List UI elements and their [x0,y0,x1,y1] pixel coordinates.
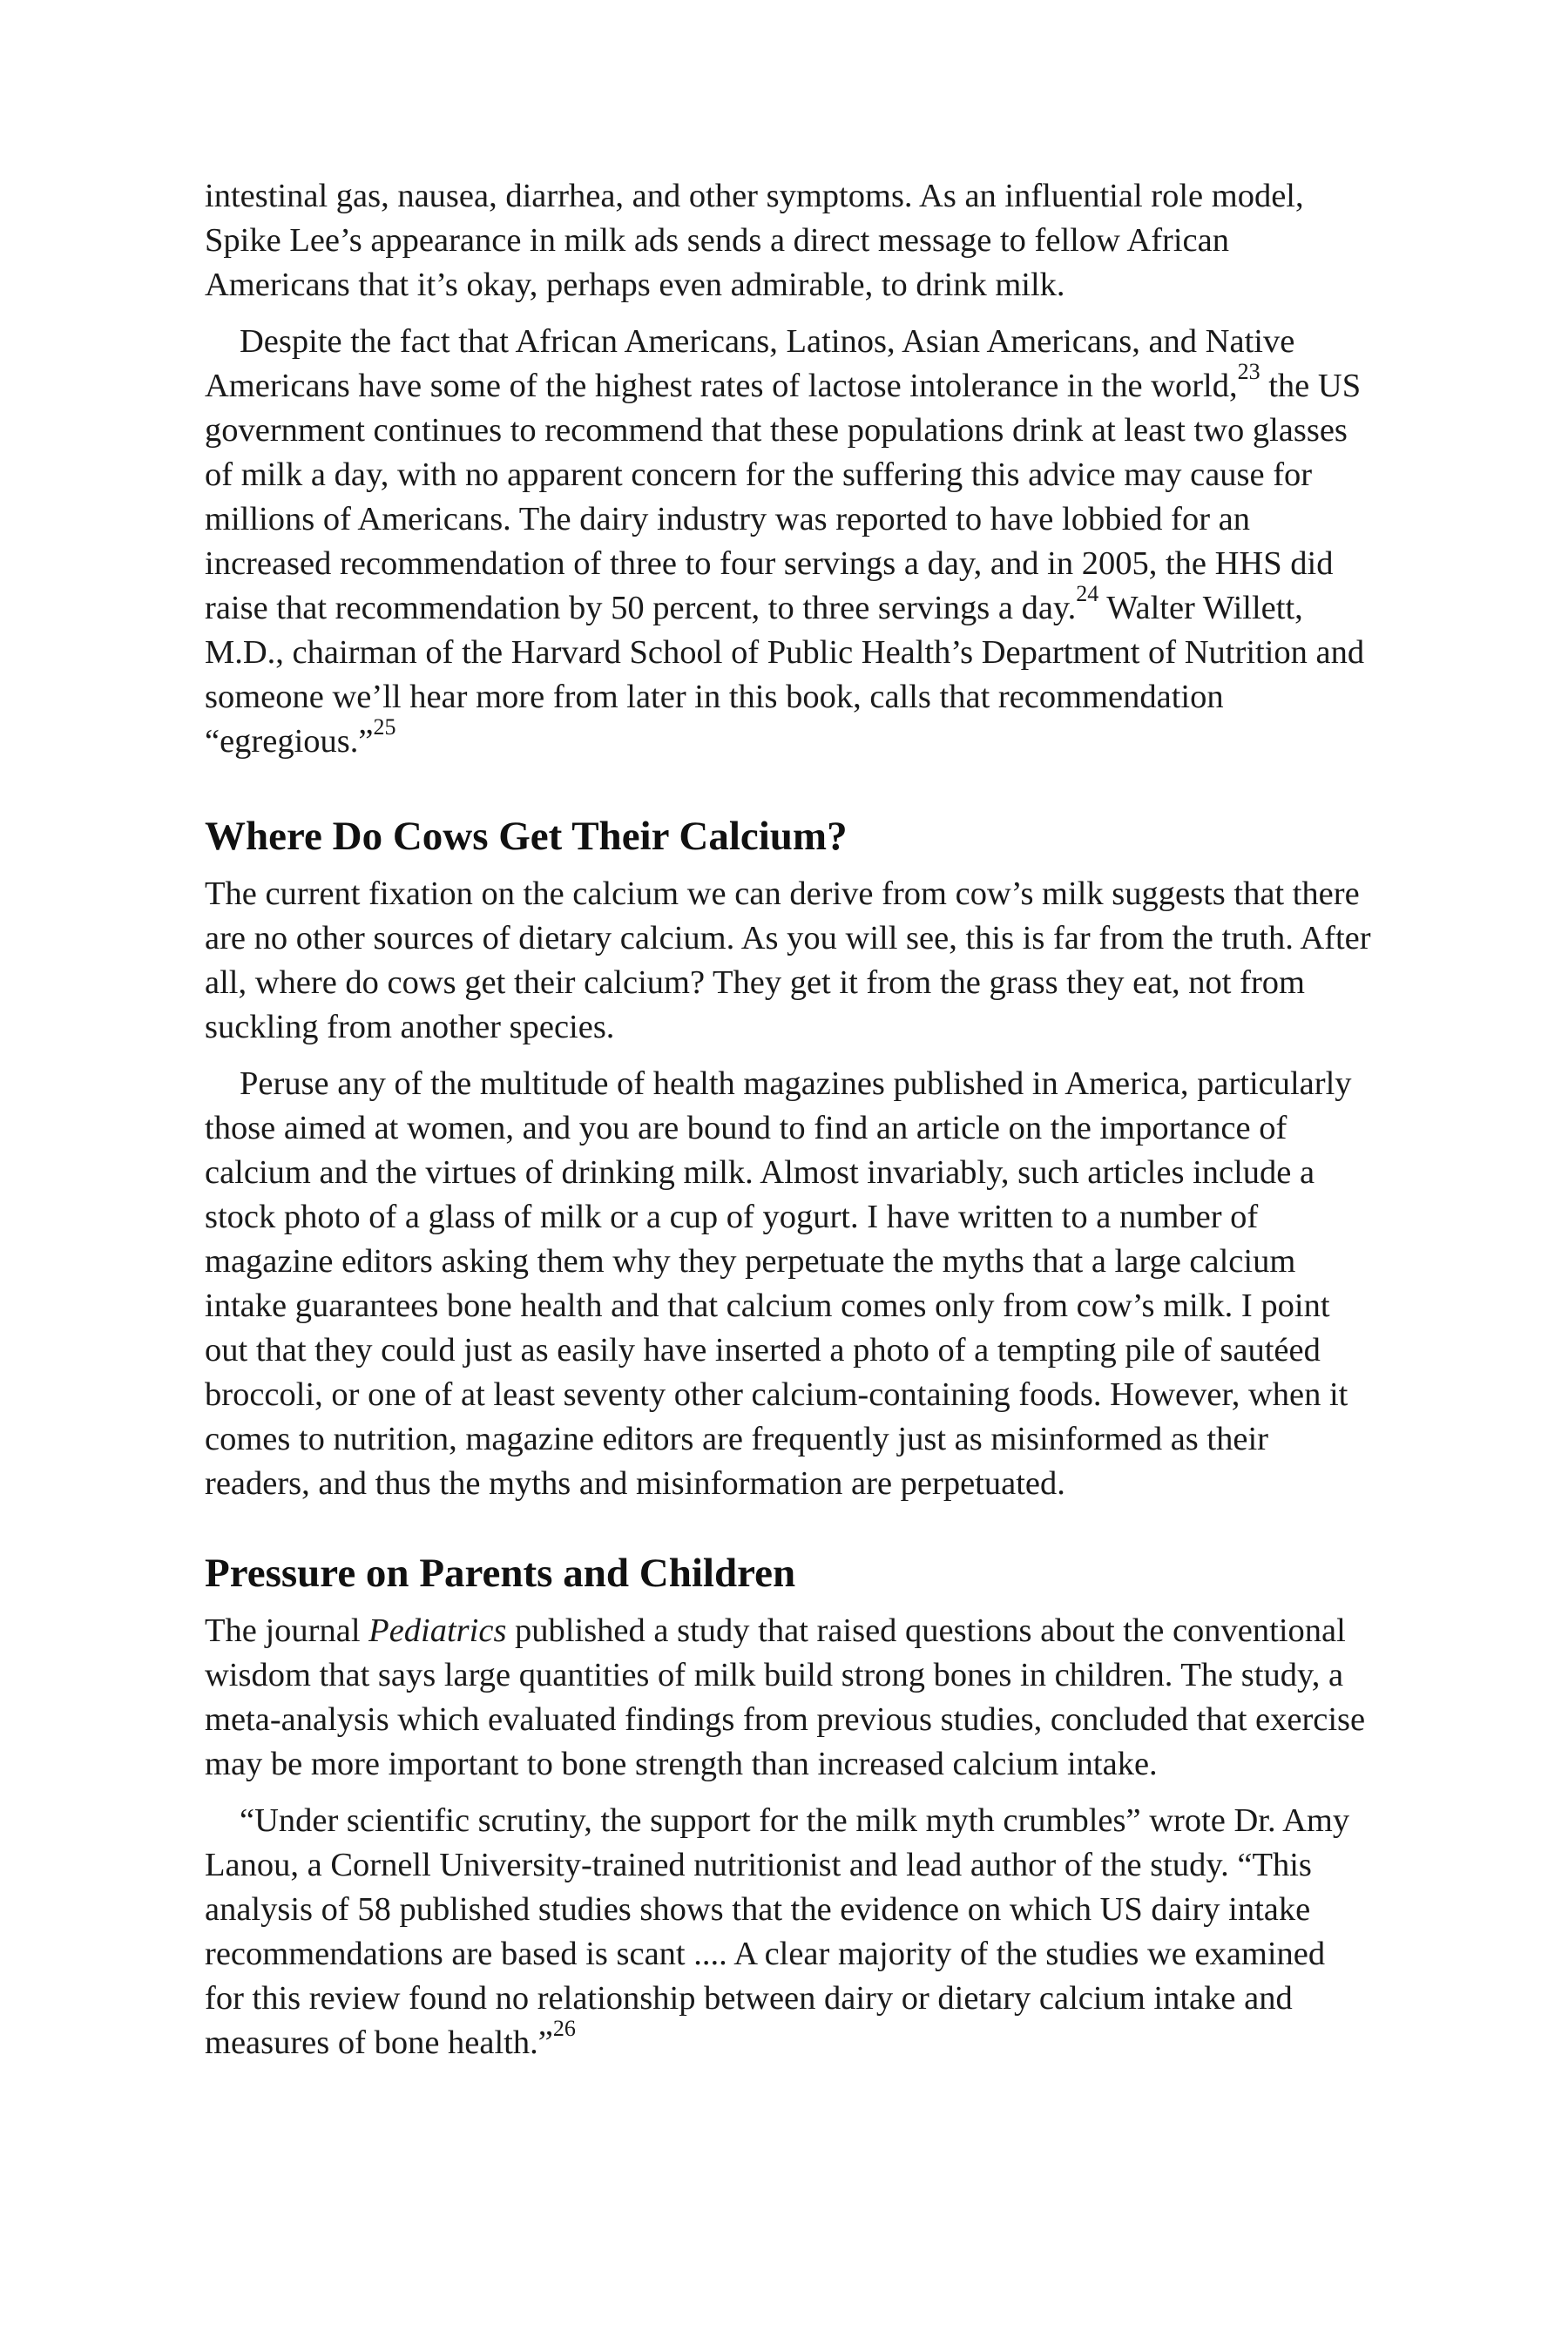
paragraph-lactose-intolerance [205,320,1372,764]
paragraph-text: “Under scientific scrutiny, the support for the milk myth crumbles” wrote Dr. Amy Lanou, a Cornell University-trained nutritionist and lead author of the study. “This analysis of 58 published studies shows that the evidence on which US dairy intake recommendations are based is scant .... A clear majority of the studies we examined for this review found no relationship between dairy or dietary calcium intake and measures of bone health.” [205,1802,1350,2061]
section-heading-calcium: Where Do Cows Get Their Calcium? [205,814,848,859]
paragraph-text: published a study that raised questions about the conventional wisdom that says large quantities of milk build strong bones in children. The study, a meta-analysis which evaluated findings from previous studies, concluded that exercise may be more important to bone strength than increased calcium intake. [205,1612,1366,1782]
paragraph-text: Despite the fact that African Americans, Latinos, Asian Americans, and Native Americans have some of the highest rates of lactose intolerance in the world, [205,323,1295,404]
paragraph-text: Walter Willett, M.D., chairman of the Harvard School of Public Health’s Department of Nutrition and someone we’ll hear more from later in this book, calls that recommendation “egregious.” [205,590,1365,760]
paragraph-lanou-quote [205,1799,1372,2065]
paragraph-text: the US government continues to recommend that these populations drink at least two glasses of milk a day, with no apparent concern for the suffering this advice may cause for millions of Americans. The dairy industry was reported to have lobbied for an increased recommendation of three to four servings a day, and in 2005, the HHS did raise that recommendation by 50 percent, to three servings a day. [205,368,1362,626]
footnote-ref-26: 26 [552,2016,576,2042]
footnote-ref-23: 23 [1237,359,1260,385]
paragraph-text: The journal [205,1612,369,1649]
paragraph-continuation: intestinal gas, nausea, diarrhea, and other symptoms. As an influential role model, Spike Lee’s appearance in milk ads sends a direct message to fellow African Americans that it’s okay, perhaps even admirable, to drink milk. [205,178,1304,303]
paragraph-health-magazines: Peruse any of the multitude of health magazines published in America, particularly those aimed at women, and you are bound to find an article on the importance of calcium and the virtues of drinking milk. Almost invariably, such articles include a stock photo of a glass of milk or a cup of yogurt. I have written to a number of magazine editors asking them why they perpetuate the myths that a large calcium intake guarantees bone health and that calcium comes only from cow’s milk. I point out that they could just as easily have inserted a photo of a tempting pile of sautéed broccoli, or one of at least seventy other calcium-containing foods. However, when it comes to nutrition, magazine editors are frequently just as misinformed as their readers, and thus the myths and misinformation are perpetuated. [205,1065,1352,1502]
document-page [205,174,1372,2065]
footnote-ref-25: 25 [373,714,396,740]
paragraph-pediatrics-study [205,1609,1372,1787]
section-heading-pressure: Pressure on Parents and Children [205,1551,796,1596]
journal-title: Pediatrics [368,1612,507,1649]
footnote-ref-24: 24 [1076,581,1099,607]
paragraph-calcium-sources: The current fixation on the calcium we can derive from cow’s milk suggests that there are no other sources of dietary calcium. As you will see, this is far from the truth. After all, where do cows get their calcium? They get it from the grass they eat, not from suckling from another species. [205,875,1371,1045]
